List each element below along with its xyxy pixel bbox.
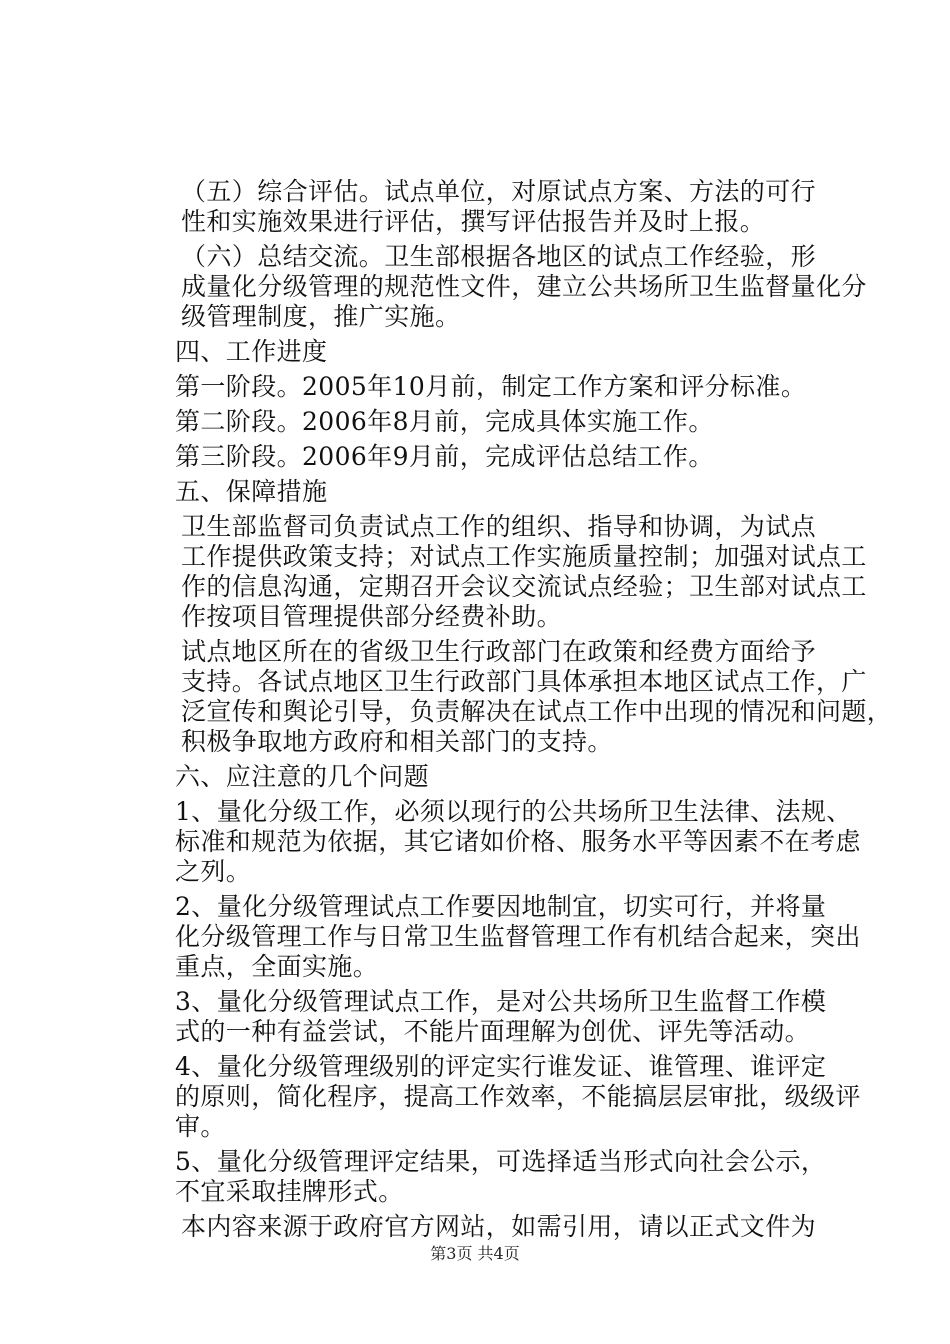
section-heading-safeguards: [131, 477, 843, 507]
page-number-footer: 第3页 共4页: [430, 1244, 520, 1263]
paragraph-phase-three: [131, 442, 843, 472]
text-line: 1、量化分级工作，必须以现行的公共场所卫生法律、法规、: [175, 797, 852, 826]
paragraph-provincial-support: [131, 637, 893, 757]
paragraph-note-4: [131, 1052, 861, 1142]
text-line: 作按项目管理提供部分经费补助。: [181, 602, 563, 631]
paragraph-note-5: [131, 1147, 843, 1207]
text-line: （五）综合评估。试点单位，对原试点方案、方法的可行: [181, 177, 817, 206]
text-line: 成量化分级管理的规范性文件，建立公共场所卫生监督量化分: [181, 272, 867, 301]
text-line: 泛宣传和舆论引导，负责解决在试点工作中出现的情况和问题，: [181, 697, 893, 726]
text-line: 3、量化分级管理试点工作，是对公共场所卫生监督工作模: [175, 987, 827, 1016]
text-line: （六）总结交流。卫生部根据各地区的试点工作经验，形: [181, 242, 817, 271]
text-line: 标准和规范为依据，其它诸如价格、服务水平等因素不在考虑: [175, 827, 861, 856]
text-line: 之列。: [175, 857, 252, 886]
text-line: 积极争取地方政府和相关部门的支持。: [181, 727, 613, 756]
text-line: 试点地区所在的省级卫生行政部门在政策和经费方面给予: [181, 637, 817, 666]
text-line: 5、量化分级管理评定结果，可选择适当形式向社会公示，: [175, 1147, 827, 1176]
paragraph-source-notice: [131, 1212, 843, 1242]
text-line: 第三阶段。2006年9月前，完成评估总结工作。: [175, 442, 714, 471]
text-line: 审。: [175, 1112, 226, 1141]
text-line: 的原则，简化程序，提高工作效率，不能搞层层审批，级级评: [175, 1082, 861, 1111]
section-heading: 四、工作进度: [175, 337, 328, 366]
text-line: 重点，全面实施。: [175, 952, 379, 981]
section-heading: 六、应注意的几个问题: [175, 762, 430, 791]
text-line: 级管理制度，推广实施。: [181, 302, 461, 331]
text-line: 工作提供政策支持；对试点工作实施质量控制；加强对试点工: [181, 542, 867, 571]
paragraph-note-1: [131, 797, 861, 887]
text-line: 不宜采取挂牌形式。: [175, 1177, 404, 1206]
paragraph-phase-one: [131, 372, 843, 402]
text-line: 2、量化分级管理试点工作要因地制宜，切实可行，并将量: [175, 892, 827, 921]
paragraph-note-3: [131, 987, 843, 1047]
text-line: 性和实施效果进行评估，撰写评估报告并及时上报。: [181, 207, 766, 236]
text-line: 式的一种有益尝试，不能片面理解为创优、评先等活动。: [175, 1017, 811, 1046]
text-line: 本内容来源于政府官方网站，如需引用，请以正式文件为: [181, 1212, 817, 1241]
paragraph-summary-exchange: [131, 242, 867, 332]
text-line: 第二阶段。2006年8月前，完成具体实施工作。: [175, 407, 714, 436]
paragraph-supervision-department: [131, 512, 867, 632]
text-line: 作的信息沟通，定期召开会议交流试点经验；卫生部对试点工: [181, 572, 867, 601]
paragraph-phase-two: [131, 407, 843, 437]
section-heading-notes: [131, 762, 843, 792]
text-line: 支持。各试点地区卫生行政部门具体承担本地区试点工作，广: [181, 667, 867, 696]
paragraph-comprehensive-evaluation: [131, 177, 843, 237]
section-heading-work-progress: [131, 337, 843, 367]
text-line: 化分级管理工作与日常卫生监督管理工作有机结合起来，突出: [175, 922, 861, 951]
text-line: 卫生部监督司负责试点工作的组织、指导和协调，为试点: [181, 512, 817, 541]
text-line: 第一阶段。2005年10月前，制定工作方案和评分标准。: [175, 372, 807, 401]
document-body: [131, 177, 893, 1247]
text-line: 4、量化分级管理级别的评定实行谁发证、谁管理、谁评定: [175, 1052, 827, 1081]
section-heading: 五、保障措施: [175, 477, 328, 506]
paragraph-note-2: [131, 892, 861, 982]
